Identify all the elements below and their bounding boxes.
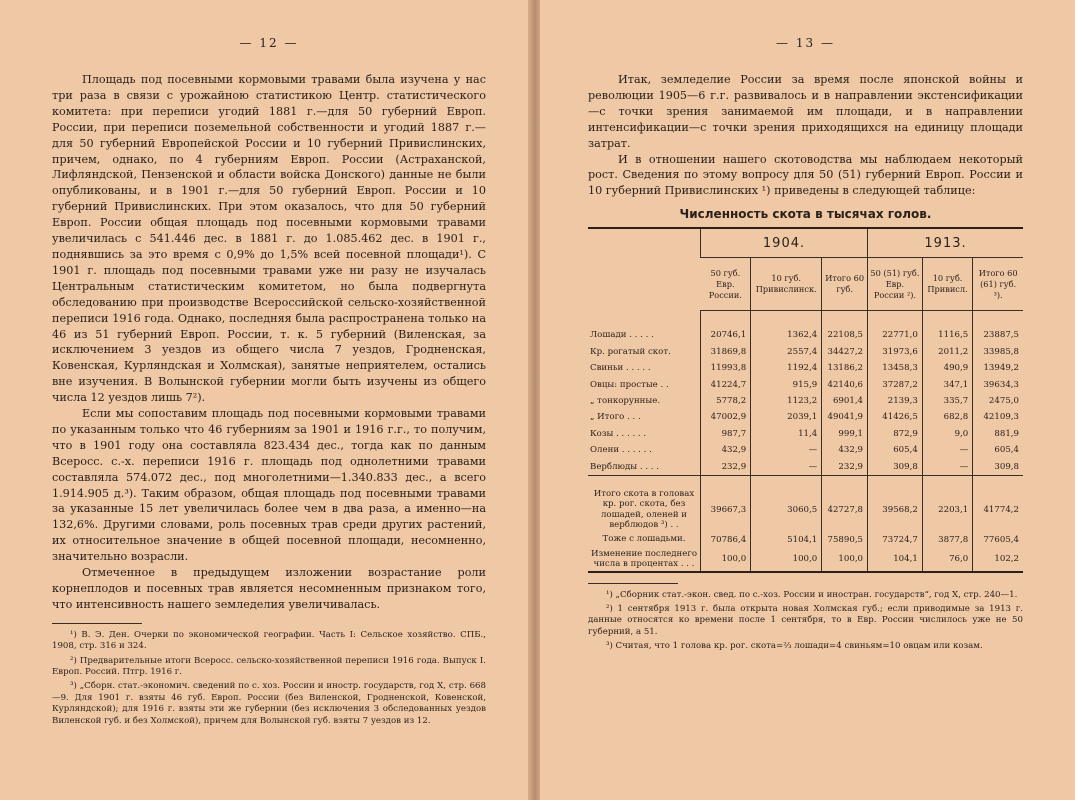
table-cell: 49041,9 — [822, 409, 868, 425]
column-header: 50 губ. Евр. России. — [701, 258, 751, 311]
body-text — [52, 72, 486, 613]
paragraph: Итак, земледелие России за время после японской войны и революции 1905—6 г.г. развивалось и в направлении экстенсификации—с точки зрения занимаемой им площади, и в направлении интенсификации—с точки зрения приходящихся на единицу площади затрат. — [588, 73, 1023, 150]
table-row — [588, 488, 1023, 532]
table-cell: 41224,7 — [701, 376, 751, 392]
table-cell: 605,4 — [868, 442, 923, 458]
table-cell: 1123,2 — [751, 393, 822, 409]
column-header: 50 (51) губ. Евр. России ²). — [868, 258, 923, 311]
table-cell: 20746,1 — [701, 327, 751, 343]
paragraph: Площадь под посевными кормовыми травами была изучена у нас три раза в связи с урожайною статистикою Центр. статистического комитета: при переписи угодий 1881 г.—для 50 губерний Европ. России, при переписи поземельной собственности и угодий 1887 г.—для 50 губерний Европейской России и 10 губерний Привислинских, причем, однако, по 4 губерниям Европ. России (Астраханской, Лифляндской, Пензенской и области войска Донского) данные не были опубликованы, и в 1901 г.—для 50 губерний Европ. России и 10 губерний Привислинских. При этом оказалось, что для 50 губерний Европ. России общая площадь под посевными кормовыми травами увеличилась с 541.446 дес. в 1881 г. до 1.085.462 дес. в 1901 г., поднявшись за это время с 0,9% до 1,5% всей посевной площади¹). С 1901 г. площадь под посевными травами уже ни разу не изучалась Центральным статистическим комитетом, но была подвергнута обследованию при производстве Всероссийской сельско-хозяйственной переписи 1916 года. Однако, последняя была распространена только на 46 из 51 губерний Европ. России, т. к. 5 губерний (Виленская, за исключением 3 уездов из общего числа 7 уездов, Гродненская, Ковенская, Курляндская и Холмская), занятые неприятелем, остались вне изучения. В Волынской губернии могли быть изучены из общего числа 12 уездов лишь 7²). — [52, 73, 486, 405]
table-cell: 3060,5 — [751, 488, 822, 532]
table-cell: 11993,8 — [701, 360, 751, 376]
table-cell: 11,4 — [751, 426, 822, 442]
year-header: 1913. — [868, 228, 1023, 258]
table-cell: 100,0 — [751, 548, 822, 572]
table-corner — [588, 228, 701, 311]
table-cell: 490,9 — [922, 360, 972, 376]
table-cell: 100,0 — [822, 548, 868, 572]
row-label: Олени . . . . . . — [590, 445, 652, 456]
footnote: ²) 1 сентября 1913 г. была открыта новая Холмская губ.; если приводимые за 1913 г. данные относятся ко времени после 1 сентября, то в Евр. России числилось уже не 50 губерний, а 51. — [588, 604, 1023, 637]
table-cell: 13949,2 — [973, 360, 1023, 376]
page-number: — 12 — — [239, 36, 299, 50]
column-header: 10 губ. Привисл. — [922, 258, 972, 311]
footnote-rule — [52, 623, 142, 624]
table-row — [588, 344, 1023, 360]
table-cell: 309,8 — [973, 458, 1023, 475]
table-cell: 432,9 — [701, 442, 751, 458]
table-cell: 42140,6 — [822, 376, 868, 392]
table-row — [588, 458, 1023, 475]
table-cell: — — [922, 458, 972, 475]
table-cell: 2139,3 — [868, 393, 923, 409]
table-cell: 881,9 — [973, 426, 1023, 442]
table-row — [588, 360, 1023, 376]
column-header: 10 губ. Привислинск. — [751, 258, 822, 311]
table-cell: 232,9 — [822, 458, 868, 475]
row-label: „ Итого . . . — [590, 412, 641, 423]
table-cell: 41426,5 — [868, 409, 923, 425]
footnote: ¹) В. Э. Ден. Очерки по экономической географии. Часть I: Сельское хозяйство. СПБ., 1908, стр. 316 и 324. — [52, 629, 486, 652]
table-cell: 102,2 — [973, 548, 1023, 572]
table-title: Численность скота в тысячах голов. — [679, 207, 932, 222]
table-cell: 2011,2 — [922, 344, 972, 360]
table-row — [588, 442, 1023, 458]
table-cell: — — [922, 442, 972, 458]
table-cell: 3877,8 — [922, 531, 972, 547]
table-cell: 73724,7 — [868, 531, 923, 547]
table-cell: 42727,8 — [822, 488, 868, 532]
table-cell: 37287,2 — [868, 376, 923, 392]
table-cell: 100,0 — [701, 548, 751, 572]
table-cell: 2203,1 — [922, 488, 972, 532]
table-cell: 41774,2 — [973, 488, 1023, 532]
table-cell: 22771,0 — [868, 327, 923, 343]
row-label: Верблюды . . . . — [590, 461, 660, 472]
row-label: Кр. рогатый скот. — [590, 346, 671, 357]
table-cell: 9,0 — [922, 426, 972, 442]
table-cell: 70786,4 — [701, 531, 751, 547]
table-cell: 6901,4 — [822, 393, 868, 409]
table-cell: — — [751, 458, 822, 475]
table-cell: 1192,4 — [751, 360, 822, 376]
left-page — [0, 0, 530, 800]
table-row — [588, 548, 1023, 572]
table-summary — [588, 488, 1023, 572]
table-cell: 13186,2 — [822, 360, 868, 376]
table-cell: 232,9 — [701, 458, 751, 475]
right-page — [540, 0, 1075, 800]
footnote: ²) Предварительные итоги Всеросс. сельско-хозяйственной переписи 1916 года. Выпуск I. Европ. Россий. Птгр. 1916 г. — [52, 655, 486, 678]
row-label: Козы . . . . . . — [590, 428, 647, 439]
table-cell: 75890,5 — [822, 531, 868, 547]
table-cell: 104,1 — [868, 548, 923, 572]
table-row — [588, 409, 1023, 425]
table-cell: 432,9 — [822, 442, 868, 458]
footnote: ³) „Сборн. стат.-экономич. сведений по с. хоз. России и иностр. государств, год X, стр. 668—9. Для 1901 г. взяты 46 губ. Европ. России (без Виленской, Гродненской, Ковенской, Курляндской); для 1916 г. взяты эти же губернии (без исключения 3 обследованных уездов Виленской губ. и без Холмской), причем для Волынской губ. взяты 7 уездов из 12. — [52, 681, 486, 726]
table-cell: 1116,5 — [922, 327, 972, 343]
table-cell: 2557,4 — [751, 344, 822, 360]
table-cell: 5104,1 — [751, 531, 822, 547]
table-cell: 39667,3 — [701, 488, 751, 532]
table-cell: — — [751, 442, 822, 458]
row-label: Итого скота в головах кр. рог. скота, без лошадей, оленей и верблюдов ³) . . — [593, 488, 695, 530]
table-cell: 999,1 — [822, 426, 868, 442]
table-cell: 5778,2 — [701, 393, 751, 409]
paragraph: Если мы сопоставим площадь под посевными кормовыми травами по указанным только что 46 губерниям за 1901 и 1916 г.г., то получим, что в 1901 году она составляла 823.434 дес., тогда как по данным Всеросс. с.-х. переписи 1916 г. площадь под однолетними травами составляла 574.072 дес., под многолетними—1.340.833 дес., а всего 1.914.905 д.³). Таким образом, общая площадь под посевными травами за указанные 15 лет увеличилась более чем в два раза, а именно—на 132,6%. Другими словами, роль посевных трав среди других растений, их относительное значение в общей посевной площади, несомненно, значительно возрасли. — [52, 407, 486, 564]
footnote: ¹) „Сборник стат.-экон. свед. по с.-хоз. России и иностран. государств“, год X, стр. 240—1. — [606, 589, 1018, 600]
footnotes — [588, 583, 1023, 653]
table-cell: 13458,3 — [868, 360, 923, 376]
row-label: „ тонкорунные. — [590, 396, 661, 406]
table-cell: 347,1 — [922, 376, 972, 392]
paragraph: И в отношении нашего скотоводства мы наблюдаем некоторый рост. Сведения по этому вопросу для 50 (51) губерний Европ. России и 10 губерний Привислинских ¹) приведены в следующей таблице: — [588, 152, 1023, 198]
table-cell: 682,8 — [922, 409, 972, 425]
table-cell: 76,0 — [922, 548, 972, 572]
table-cell: 987,7 — [701, 426, 751, 442]
year-header: 1904. — [701, 228, 868, 258]
table-row — [588, 376, 1023, 392]
column-header: Итого 60 (61) губ. ³). — [973, 258, 1023, 311]
livestock-table — [588, 227, 1023, 572]
table-cell: 77605,4 — [973, 531, 1023, 547]
table-cell: 2039,1 — [751, 409, 822, 425]
row-label: Изменение последнего числа в процентах . . . — [590, 548, 698, 570]
table-cell: 31869,8 — [701, 344, 751, 360]
row-label: Лошади . . . . . — [590, 330, 654, 341]
row-label: Свиньи . . . . . — [590, 363, 651, 374]
row-label: Овцы: простые . . — [590, 379, 669, 390]
table-cell: 2475,0 — [973, 393, 1023, 409]
table-cell: 39634,3 — [973, 376, 1023, 392]
page-number: — 13 — — [776, 36, 835, 50]
table-row — [588, 426, 1023, 442]
table-cell: 34427,2 — [822, 344, 868, 360]
table-cell: 605,4 — [973, 442, 1023, 458]
table-cell: 872,9 — [868, 426, 923, 442]
table-cell: 309,8 — [868, 458, 923, 475]
row-label: Тоже с лошадьми. — [602, 534, 686, 545]
table-cell: 33985,8 — [973, 344, 1023, 360]
paragraph: Отмеченное в предыдущем изложении возрастание роли корнеплодов и посевных трав является несомненным признаком того, что интенсивность нашего земледелия увеличивалась. — [52, 566, 486, 611]
footnote: ³) Считая, что 1 голова кр. рог. скота=⅔ лошади=4 свиньям=10 овцам или козам. — [606, 641, 983, 652]
table-cell: 335,7 — [922, 393, 972, 409]
table-body — [588, 327, 1023, 475]
table-row — [588, 393, 1023, 409]
table-row — [588, 327, 1023, 343]
table-cell: 47002,9 — [701, 409, 751, 425]
table-cell: 22108,5 — [822, 327, 868, 343]
table-cell: 42109,3 — [973, 409, 1023, 425]
table-cell: 39568,2 — [868, 488, 923, 532]
body-text — [588, 72, 1023, 199]
table-cell: 31973,6 — [868, 344, 923, 360]
footnote-rule — [588, 583, 678, 584]
column-header: Итого 60 губ. — [822, 258, 868, 311]
table-cell: 915,9 — [751, 376, 822, 392]
table-cell: 1362,4 — [751, 327, 822, 343]
table-cell: 23887,5 — [973, 327, 1023, 343]
table-row — [588, 531, 1023, 547]
